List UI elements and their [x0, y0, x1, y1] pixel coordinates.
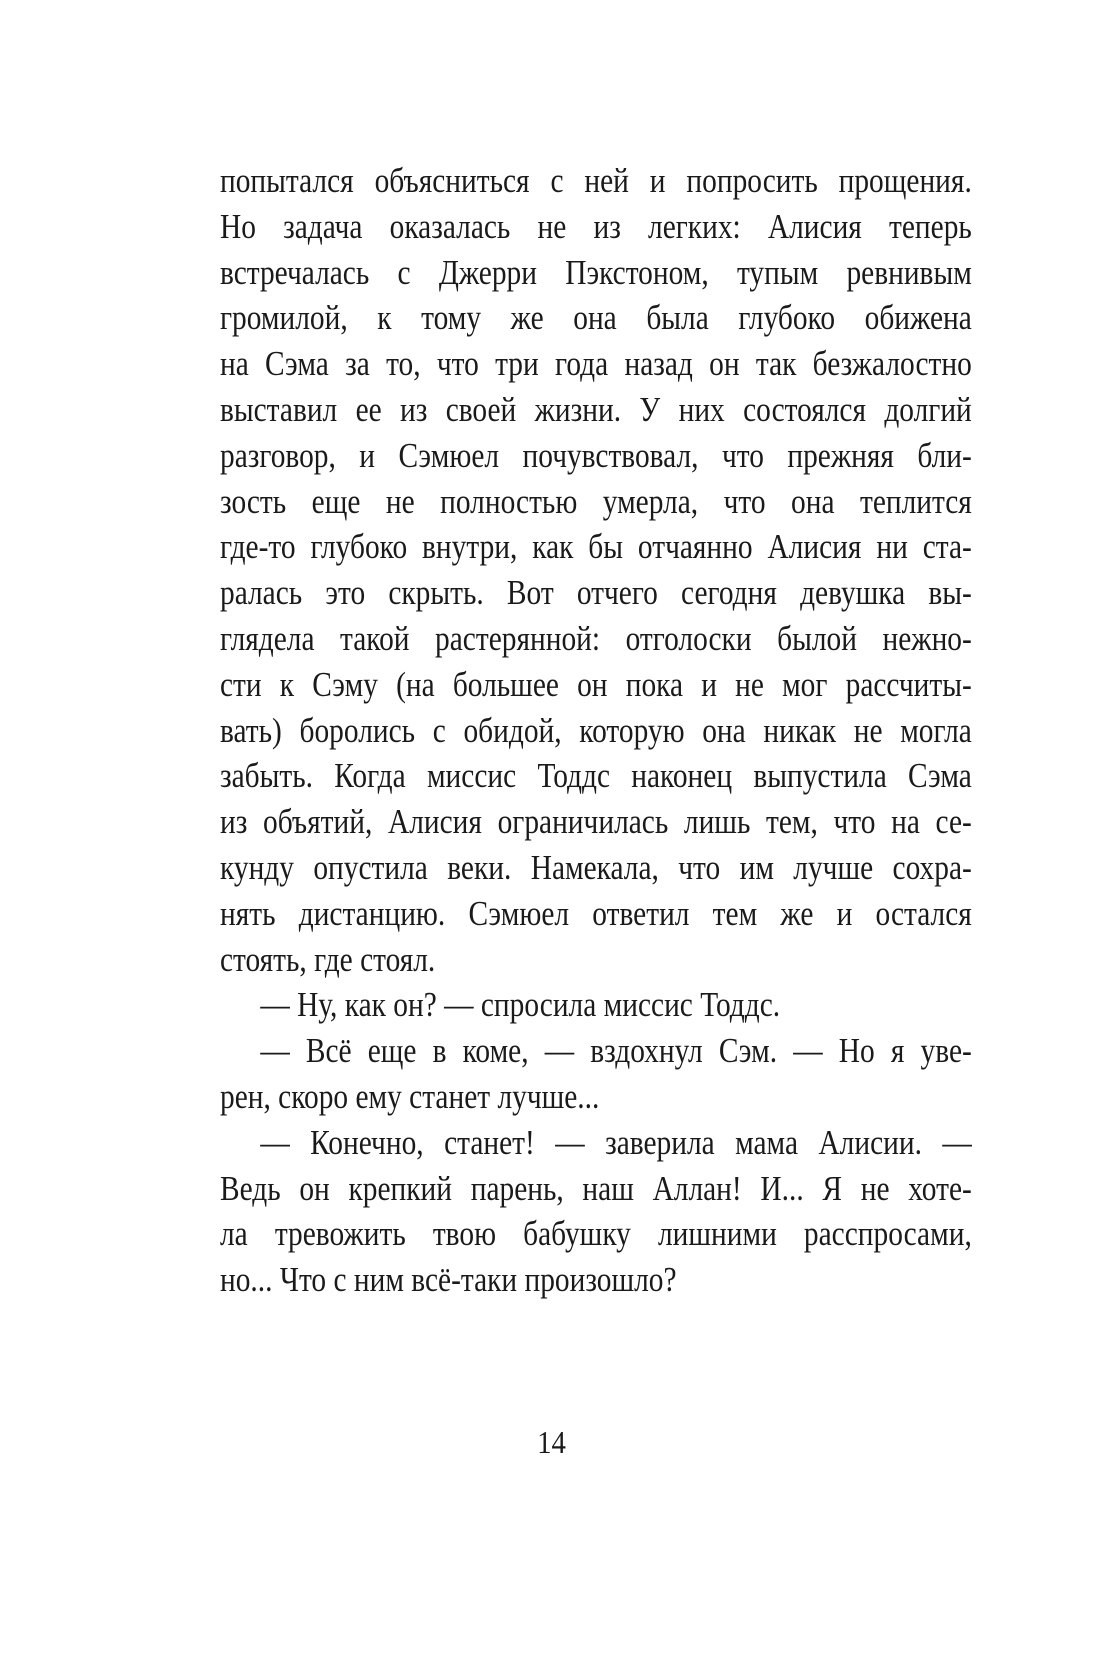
text-line: забыть. Когда миссис Тоддс наконец выпустила Сэма — [220, 756, 972, 796]
text-line: попытался объясниться с ней и попросить прощения. — [220, 161, 972, 200]
text-line: кунду опустила веки. Намекала, что им лучше сохра- — [220, 847, 972, 887]
text-line: глядела такой растерянной: отголоски былой нежно- — [220, 618, 972, 658]
dialogue-line: но... Что с ним всё-таки произошло? — [220, 1260, 677, 1300]
text-line: нять дистанцию. Сэмюел ответил тем же и остался — [220, 893, 972, 933]
dialogue-line: Ведь он крепкий парень, наш Аллан! И... Я не хоте- — [220, 1168, 972, 1208]
text-line: встречалась с Джерри Пэкстоном, тупым ревнивым — [220, 252, 972, 292]
dialogue-line: рен, скоро ему станет лучше... — [220, 1076, 600, 1116]
text-line: ралась это скрыть. Вот отчего сегодня девушка вы- — [220, 573, 972, 613]
dialogue-line: — Конечно, станет! — заверила мама Алисии. — — [260, 1122, 972, 1162]
body-text — [220, 158, 972, 1303]
text-line: Но задача оказалась не из легких: Алисия теперь — [220, 206, 972, 246]
text-line: громилой, к тому же она была глубоко обижена — [220, 298, 972, 338]
text-line: выставил ее из своей жизни. У них состоялся долгий — [220, 389, 972, 429]
text-line: разговор, и Сэмюел почувствовал, что прежняя бли- — [220, 435, 972, 475]
text-line: вать) боролись с обидой, которую она никак не могла — [220, 710, 972, 750]
dialogue-line: ла тревожить твою бабушку лишними расспросами, — [220, 1214, 972, 1254]
text-line: сти к Сэму (на большее он пока и не мог рассчиты- — [220, 664, 972, 704]
text-line: зость еще не полностью умерла, что она теплится — [220, 481, 972, 521]
text-line: из объятий, Алисия ограничилась лишь тем, что на се- — [220, 802, 972, 842]
text-line: стоять, где стоял. — [220, 939, 436, 979]
dialogue-line: — Всё еще в коме, — вздохнул Сэм. — Но я уве- — [260, 1031, 972, 1071]
text-line: где-то глубоко внутри, как бы отчаянно Алисия ни ста- — [220, 527, 972, 567]
dialogue-line: — Ну, как он? — спросила миссис Тоддс. — [260, 985, 781, 1025]
text-line: на Сэма за то, что три года назад он так безжалостно — [220, 344, 972, 384]
page-number: 14 — [537, 1424, 566, 1460]
